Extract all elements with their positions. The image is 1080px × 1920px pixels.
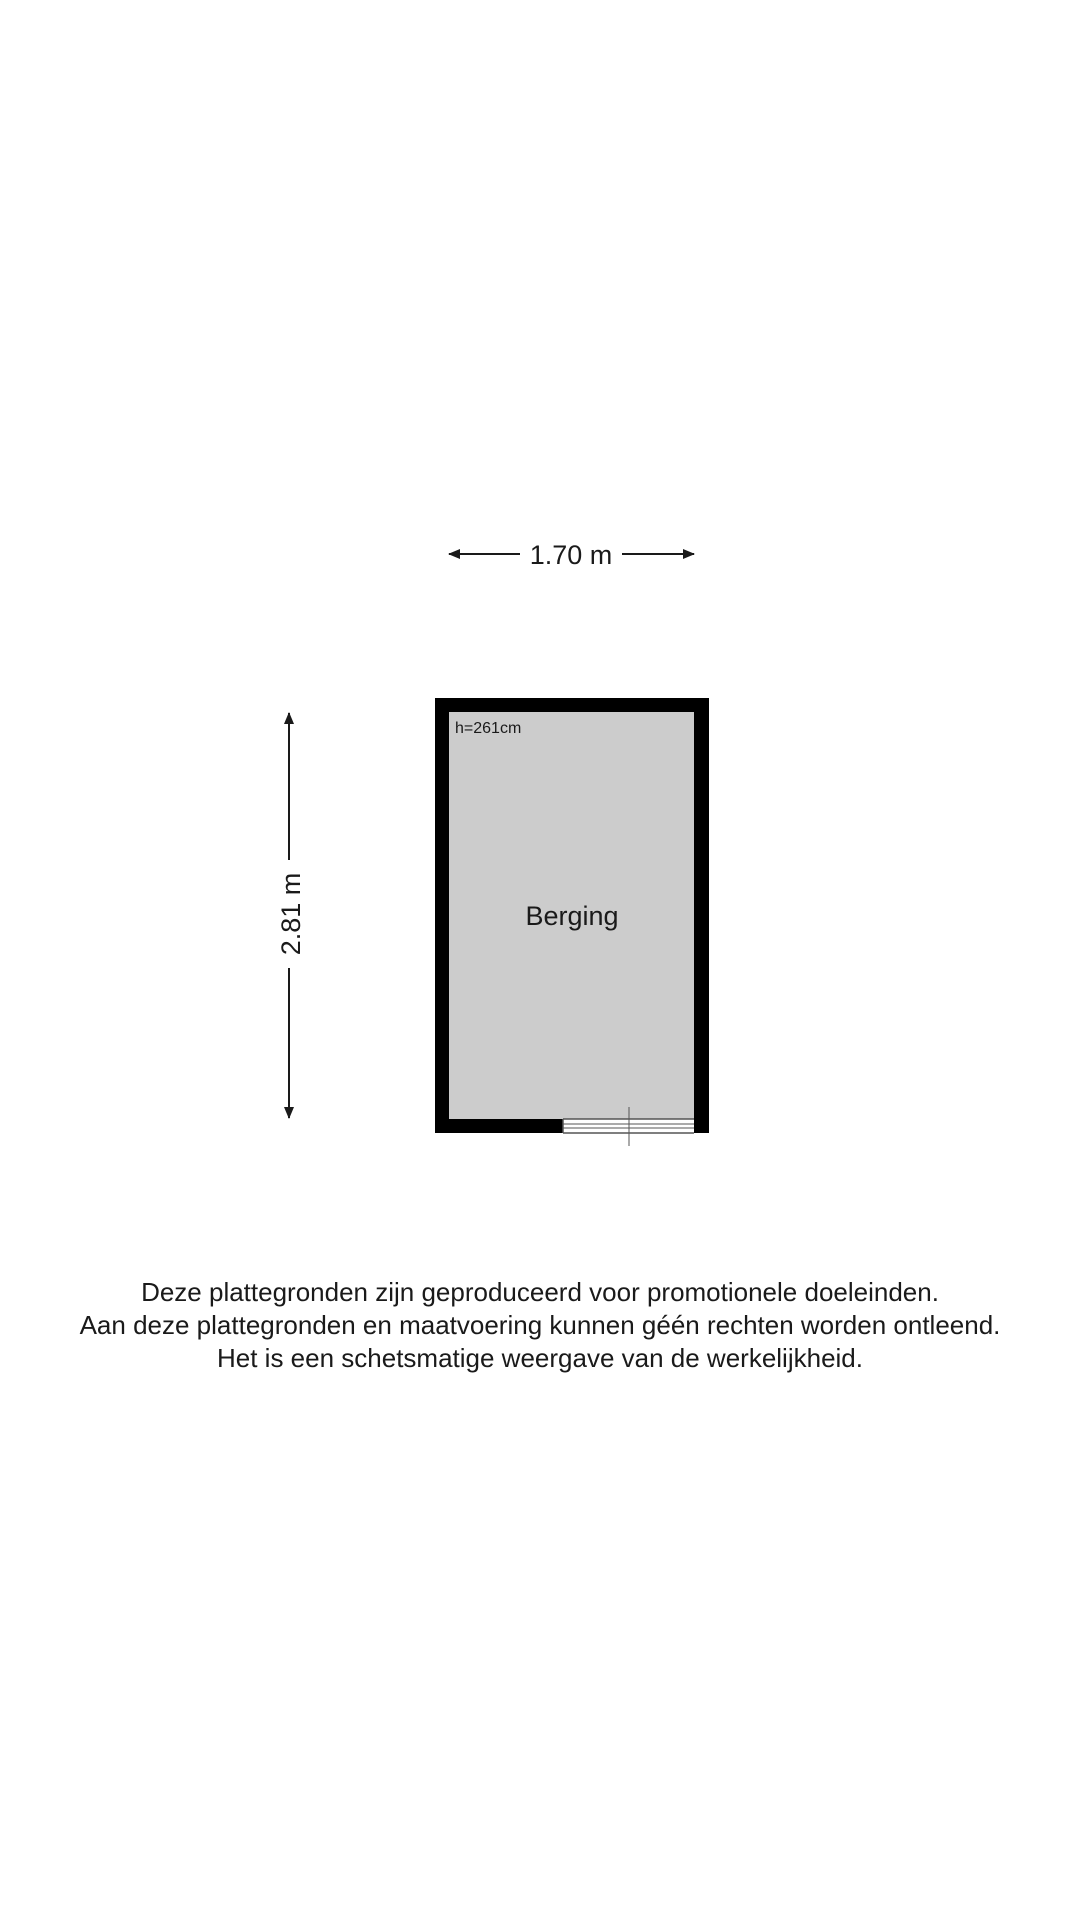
width-dimension <box>449 540 694 570</box>
room-berging <box>435 698 709 1146</box>
wall-top <box>435 698 709 712</box>
disclaimer-line-3: Het is een schetsmatige weergave van de werkelijkheid. <box>216 1343 863 1373</box>
depth-label: 2.81 m <box>276 872 306 956</box>
wall-right <box>694 698 709 1133</box>
disclaimer-line-2: Aan deze plattegronden en maatvoering kunnen géén rechten worden ontleend. <box>79 1310 1001 1340</box>
depth-dimension <box>276 713 306 1118</box>
disclaimer <box>0 1276 1080 1375</box>
wall-left <box>435 698 449 1133</box>
room-height-label: h=261cm <box>455 720 522 737</box>
room-name-label: Berging <box>525 901 619 931</box>
disclaimer-line-1: Deze plattegronden zijn geproduceerd voor promotionele doeleinden. <box>141 1277 939 1307</box>
width-label: 1.70 m <box>529 540 613 570</box>
wall-bottom <box>435 1119 563 1133</box>
